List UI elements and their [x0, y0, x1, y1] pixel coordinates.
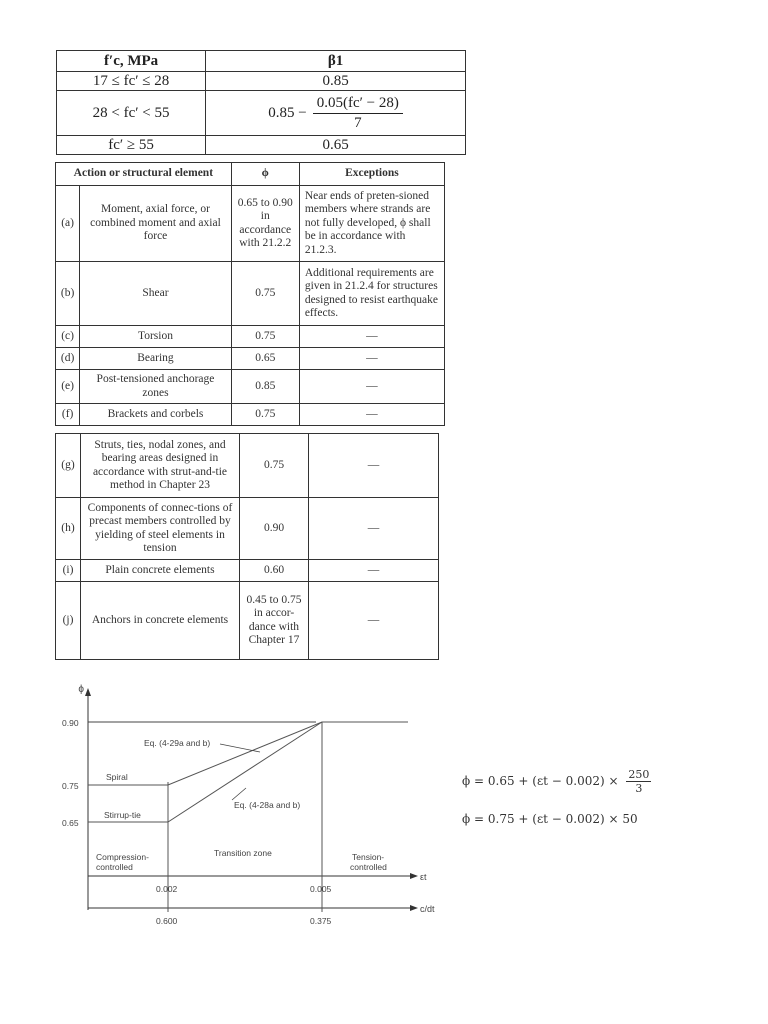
- beta-formula-numerator: 0.05(fc′ − 28): [313, 95, 403, 114]
- action-cell: Brackets and corbels: [80, 404, 232, 426]
- annotation-leader-2: [232, 788, 246, 800]
- phi-cell: 0.85: [231, 370, 299, 404]
- exception-cell: —: [299, 404, 444, 426]
- phi-cell: 0.65 to 0.90 in accordance with 21.2.2: [231, 186, 299, 262]
- range-cell: 28 < fc′ < 55: [57, 91, 206, 136]
- header-beta1: β1: [206, 51, 466, 72]
- equation-1-denominator: 3: [635, 782, 643, 795]
- exception-cell: —: [309, 560, 439, 582]
- row-label: (j): [56, 582, 81, 660]
- exception-cell: —: [299, 348, 444, 370]
- row-label: (e): [56, 370, 80, 404]
- zone-tension: [350, 852, 387, 872]
- x2-tick-label: 0.375: [310, 916, 332, 926]
- equation-2: ϕ = 0.75 + (εt − 0.002) × 50: [462, 812, 638, 826]
- phi-strain-chart: [60, 682, 435, 932]
- equation-1-lead: ϕ = 0.65 + (εt − 0.002) ×: [462, 774, 619, 788]
- phi-cell: 0.90: [240, 498, 309, 560]
- exception-cell: —: [309, 498, 439, 560]
- phi-cell: 0.65: [231, 348, 299, 370]
- phi-cell: 0.45 to 0.75 in accor-dance with Chapter 17: [240, 582, 309, 660]
- annotation-leader-1: [220, 744, 260, 752]
- y-axis-label: ϕ: [78, 684, 84, 695]
- exception-cell: Near ends of preten-sioned members where strands are not fully developed, ϕ shall be in accordance with 21.2.3.: [299, 186, 444, 262]
- row-label: (f): [56, 404, 80, 426]
- x-tick-label: 0.002: [156, 884, 178, 894]
- header-exceptions: Exceptions: [299, 163, 444, 186]
- header-phi: ϕ: [231, 163, 299, 186]
- action-cell: Anchors in concrete elements: [81, 582, 240, 660]
- phi-cell: 0.75: [231, 326, 299, 348]
- x-tick-label: 0.005: [310, 884, 332, 894]
- beta-cell: 0.85: [206, 72, 466, 91]
- action-cell: Moment, axial force, or combined moment and axial force: [80, 186, 232, 262]
- row-label: (d): [56, 348, 80, 370]
- row-label: (i): [56, 560, 81, 582]
- action-cell: Shear: [80, 262, 232, 326]
- row-label: (g): [56, 434, 81, 498]
- annotation-eq-4-28: Eq. (4-28a and b): [234, 800, 301, 810]
- action-cell: Post-tensioned anchorage zones: [80, 370, 232, 404]
- y-tick-label: 0.75: [62, 781, 79, 791]
- action-cell: Torsion: [80, 326, 232, 348]
- phi-cell: 0.75: [240, 434, 309, 498]
- series-label-spiral: Spiral: [106, 772, 128, 782]
- exception-cell: —: [309, 434, 439, 498]
- phi-table-continued: [55, 433, 439, 660]
- y-tick-label: 0.90: [62, 718, 79, 728]
- exception-cell: —: [309, 582, 439, 660]
- exception-cell: —: [299, 370, 444, 404]
- zone-tension-line2: controlled: [350, 862, 387, 872]
- action-cell: Components of connec-tions of precast members controlled by yielding of steel elements in tension: [81, 498, 240, 560]
- row-label: (h): [56, 498, 81, 560]
- action-cell: Bearing: [80, 348, 232, 370]
- zone-compression: [96, 852, 151, 872]
- row-label: (c): [56, 326, 80, 348]
- y-tick-label: 0.65: [62, 818, 79, 828]
- range-cell: 17 ≤ fc′ ≤ 28: [57, 72, 206, 91]
- x2-axis-arrow: [410, 905, 418, 911]
- action-cell: Struts, ties, nodal zones, and bearing areas designed in accordance with strut-and-tie method in Chapter 23: [81, 434, 240, 498]
- beta-formula-denominator: 7: [354, 114, 362, 131]
- equation-1: [462, 768, 651, 795]
- x-axis-label: εt: [420, 872, 427, 882]
- beta-cell: 0.65: [206, 136, 466, 155]
- zone-transition: Transition zone: [214, 848, 272, 858]
- beta-formula-cell: [206, 91, 466, 136]
- equation-1-numerator: 250: [628, 768, 650, 781]
- beta-formula-lead: 0.85 −: [268, 104, 307, 121]
- series-label-stirrup-tie: Stirrup-tie: [104, 810, 141, 820]
- annotation-eq-4-29: Eq. (4-29a and b): [144, 738, 211, 748]
- phi-cell: 0.60: [240, 560, 309, 582]
- phi-cell: 0.75: [231, 262, 299, 326]
- row-label: (a): [56, 186, 80, 262]
- header-fc: f′c, MPa: [57, 51, 206, 72]
- zone-compression-line2: controlled: [96, 862, 133, 872]
- x2-axis-label: c/dt: [420, 904, 435, 914]
- exception-cell: —: [299, 326, 444, 348]
- zone-tension-line1: Tension-: [352, 852, 385, 862]
- x-axis-arrow: [410, 873, 418, 879]
- beta1-table: [56, 50, 466, 155]
- zone-compression-line1: Compression-: [96, 852, 149, 862]
- phi-cell: 0.75: [231, 404, 299, 426]
- phi-table: [55, 162, 445, 426]
- x2-tick-label: 0.600: [156, 916, 178, 926]
- range-cell: fc′ ≥ 55: [57, 136, 206, 155]
- header-action: Action or structural element: [56, 163, 232, 186]
- row-label: (b): [56, 262, 80, 326]
- series-spiral: [88, 722, 408, 785]
- action-cell: Plain concrete elements: [81, 560, 240, 582]
- y-axis-arrow: [85, 688, 91, 696]
- exception-cell: Additional requirements are given in 21.2.4 for structures designed to resist earthquake effects.: [299, 262, 444, 326]
